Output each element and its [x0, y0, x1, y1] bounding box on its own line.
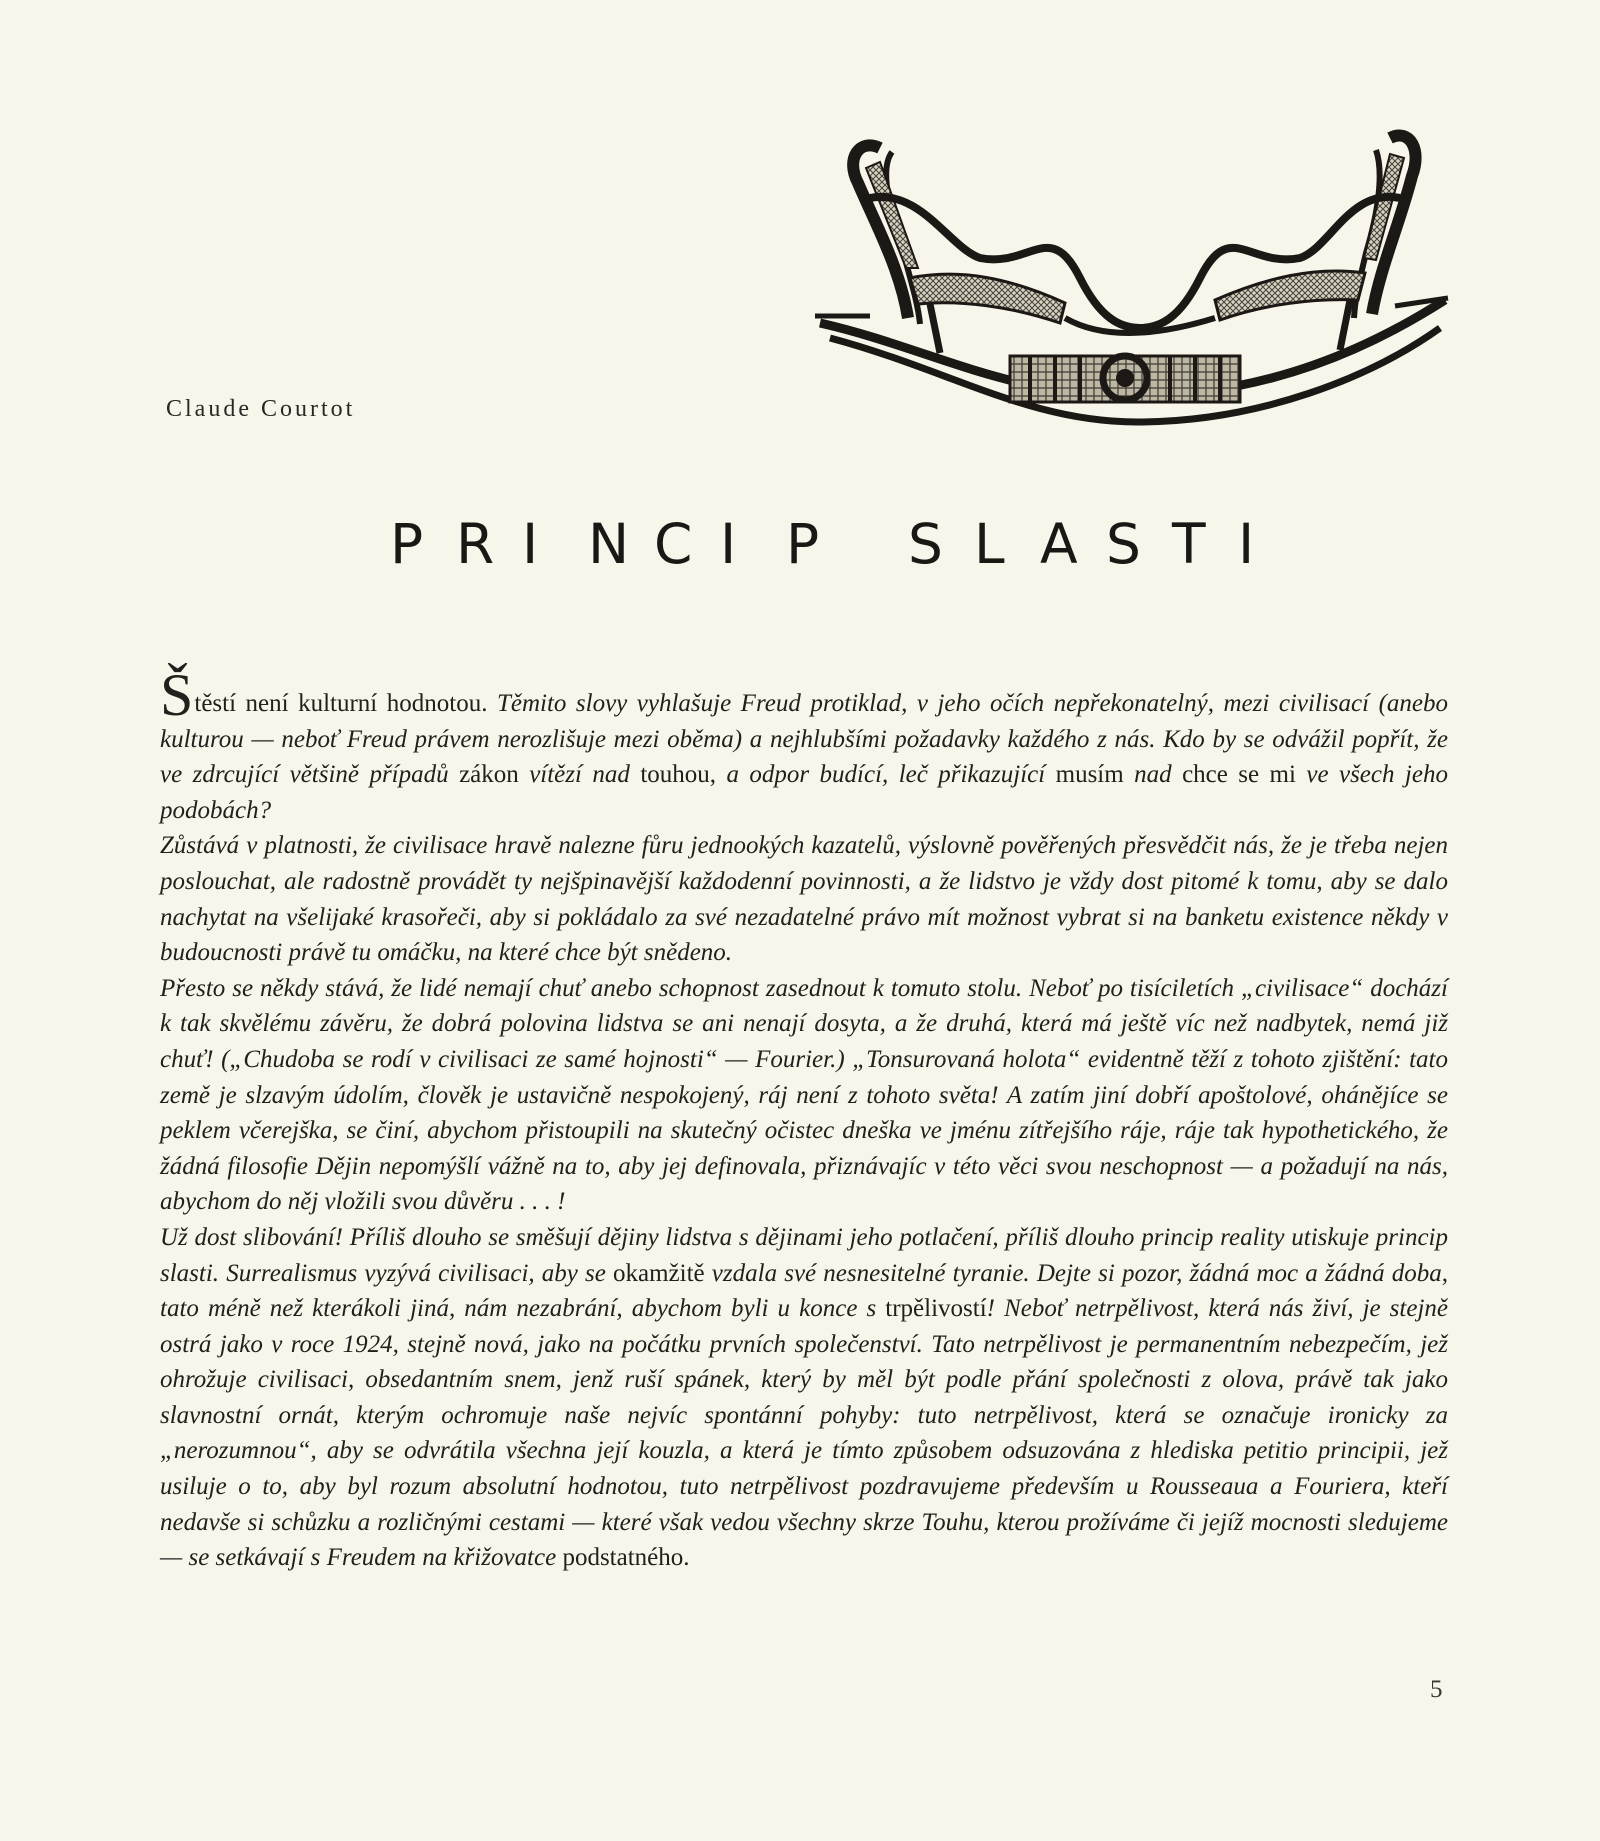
text-run-roman: musím — [1055, 761, 1135, 789]
paragraph — [160, 662, 1448, 828]
text-run-italic: nad — [1134, 761, 1183, 789]
title-letter: T — [1172, 512, 1206, 576]
title-letter: S — [908, 512, 943, 576]
text-run-italic: vítězí nad — [529, 761, 641, 789]
title-letter: S — [1106, 512, 1141, 576]
paragraph — [160, 828, 1448, 970]
text-run-roman: těstí není kulturní hodnotou. — [194, 690, 497, 717]
article-title — [390, 512, 1460, 576]
title-letter: C — [654, 512, 693, 576]
text-run-roman: zákon — [459, 761, 530, 789]
text-run-italic: vzdala své nesnesitelné tyranie. Dejte si pozor, žádná moc a žádná doba, tato méně než kterákoli jiná, nám nezabrání, abychom byli u konce s — [160, 1259, 1448, 1323]
title-letter: R — [456, 512, 495, 576]
author-name: Claude Courtot — [166, 396, 356, 422]
text-run-italic: a odpor budící, leč přikazující — [726, 761, 1056, 789]
drop-cap: Š — [160, 662, 194, 728]
title-letter: P — [390, 512, 424, 576]
paragraph — [160, 971, 1448, 1220]
text-run-roman: trpělivostí — [885, 1295, 987, 1323]
text-run-roman: podstatného. — [562, 1544, 690, 1572]
rocking-chair-illustration — [810, 128, 1450, 450]
text-run-roman: okamžitě — [613, 1259, 712, 1287]
text-run-italic: ve všech jeho podobách? — [160, 761, 1448, 824]
title-letter: P — [786, 512, 820, 576]
text-run-italic: Už dost slibování! Příliš dlouho se směšují dějiny lidstva s dějinami jeho potlačení, příliš dlouho princip reality utiskuje princip slasti. Surrealismus vyzývá civilisaci, aby se — [160, 1223, 1448, 1287]
text-run-italic: Těmito slovy vyhlašuje Freud protiklad, v jeho očích nepřekonatelný, mezi civilisací (anebo kulturou — neboť Freud právem nerozlišuje mezi oběma) a nejhlubšími požadavky každého z nás. Kdo by se odvážil popřít, že ve zdrcující většině případů — [160, 690, 1448, 789]
title-letter: I — [522, 512, 539, 576]
text-run-italic: ! Neboť netrpělivost, která nás živí, je stejně ostrá jako v roce 1924, stejně nová, jako na počátku prvních společenství. Tato netrpělivost je permanentním nebezpečím, jež ohrožuje civilisaci, obsedantním snem, jenž ruší spánek, který by měl být podle přání společnosti z olova, právě tak jako slavnostní ornát, kterým ochromuje naše nejvíc spontánní pohyby: tuto netrpělivost, která se označuje ironicky za „nerozumnou“, aby se odvrátila všechna její kouzla, a která je tímto způsobem odsuzována z hlediska petitio principii, jež usiluje o to, aby byl rozum absolutní hodnotou, tuto netrpělivost pozdravujeme především u Rousseaua a Fouriera, kteří nedavše si schůzku a rozličnými cestami — které však vedou všechny skrze Touhu, kterou prožíváme či jejíž mocnosti sledujeme — se setkávají s Freudem na křižovatce — [160, 1295, 1448, 1572]
text-run-italic: Zůstává v platnosti, že civilisace hravě nalezne fůru jednookých kazatelů, výslovně pověřených přesvědčit nás, že je třeba nejen poslouchat, ale radostně provádět ty nejšpinavější každodenní povinnosti, a že lidstvo je vždy dost pitomé k tomu, aby se dalo nachytat na všelijaké krasořeči, aby si pokládalo za své nezadatelné právo mít možnost vybrat si na banketu existence někdy v budoucnosti právě tu omáčku, na které chce být snědeno. — [160, 832, 1448, 967]
text-run-roman: touhou, — [640, 761, 727, 789]
title-letter: I — [1238, 512, 1255, 576]
text-run-roman: chce se mi — [1182, 761, 1307, 789]
text-run-italic: Přesto se někdy stává, že lidé nemají chuť anebo schopnost zasednout k tomuto stolu. Neboť po tisíciletích „civilisace“ dochází k tak skvělému závěru, že dobrá polovina lidstva se ani nenají dosyta, a že druhá, která má ještě víc než nadbytek, nemá již chuť! („Chudoba se rodí v civilisaci ze samé hojnosti“ — Fourier.) „Tonsurovaná holota“ evidentně těží z tohoto zjištění: tato země je slzavým údolím, člověk je ustavičně nespokojený, ráj není z tohoto světa! A zatím jiní dobří apoštolové, oháněјíce se peklem včerejška, se činí, abychom přistoupili na skutečný očistec dneška ve jménu zítřejšího ráje, ráje tak hypothetického, že žádná filosofie Dějin nepomýšlí vážně na to, aby jej definovala, přiznávajíc v této věci svou neschopnost — a požadují na nás, abychom do něj vložili svou důvěru . . . ! — [160, 974, 1448, 1216]
paragraph — [160, 1220, 1448, 1576]
page-number: 5 — [1430, 1676, 1443, 1703]
title-letter: L — [974, 512, 1005, 576]
title-letter: I — [720, 512, 737, 576]
article-body — [160, 662, 1448, 1576]
title-letter: A — [1040, 512, 1078, 576]
title-letter: N — [588, 512, 630, 576]
